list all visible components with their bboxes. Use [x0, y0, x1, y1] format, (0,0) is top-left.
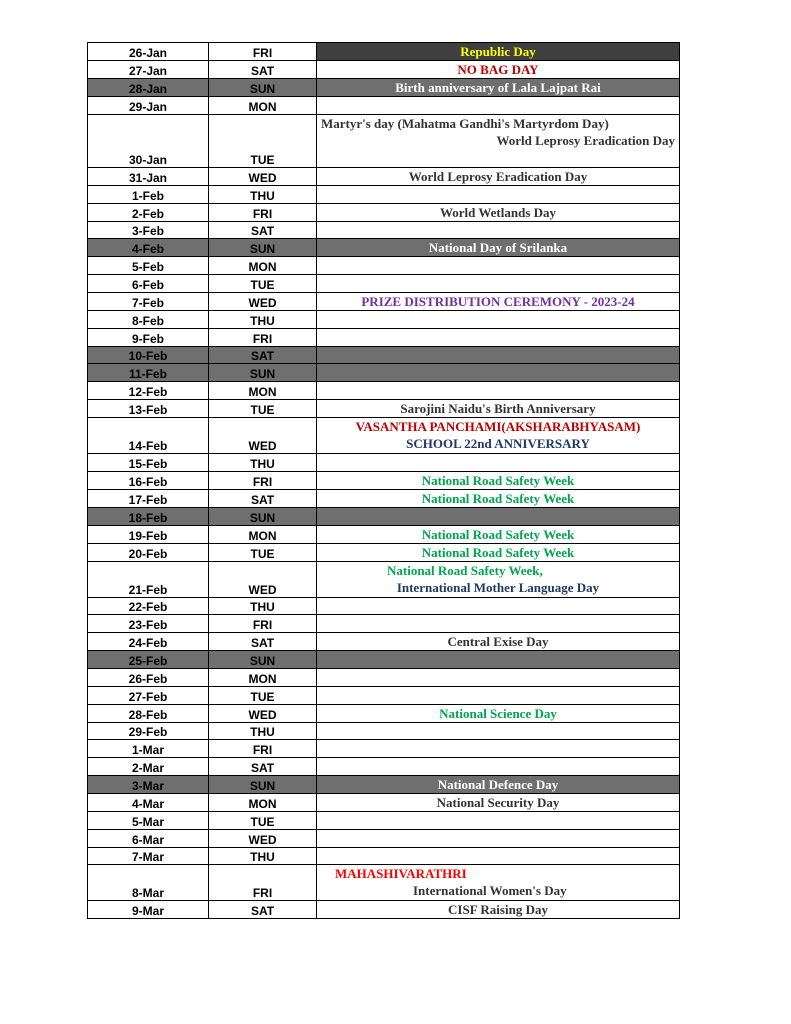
calendar-row	[88, 811, 680, 829]
event-cell	[317, 61, 680, 79]
event-cell	[317, 97, 680, 115]
event-text: Republic Day	[460, 44, 536, 59]
event-text: Martyr's day (Mahatma Gandhi's Martyrdom Day)	[321, 115, 609, 131]
weekday-cell: WED	[209, 417, 317, 453]
weekday-cell: WED	[209, 561, 317, 597]
calendar-row	[88, 793, 680, 811]
calendar-row	[88, 364, 680, 382]
calendar-row	[88, 651, 680, 669]
date-cell: 18-Feb	[88, 507, 209, 525]
calendar-row	[88, 668, 680, 686]
calendar-row	[88, 847, 680, 865]
date-cell: 5-Feb	[88, 257, 209, 275]
event-text: NO BAG DAY	[457, 62, 539, 77]
calendar-row	[88, 829, 680, 847]
weekday-cell: SUN	[209, 79, 317, 97]
event-cell	[317, 829, 680, 847]
event-cell	[317, 185, 680, 203]
date-cell: 10-Feb	[88, 346, 209, 364]
event-text: National Day of Srilanka	[428, 240, 568, 256]
event-cell	[317, 257, 680, 275]
calendar-row	[88, 310, 680, 328]
event-cell	[317, 651, 680, 669]
date-cell: 26-Jan	[88, 43, 209, 61]
event-cell	[317, 346, 680, 364]
weekday-cell: TUE	[209, 811, 317, 829]
event-cell	[317, 507, 680, 525]
date-cell: 8-Feb	[88, 310, 209, 328]
weekday-cell: SAT	[209, 901, 317, 919]
event-cell	[317, 543, 680, 561]
weekday-cell: MON	[209, 525, 317, 543]
calendar-row	[88, 114, 680, 167]
calendar-row	[88, 275, 680, 293]
event-cell	[317, 865, 680, 901]
date-cell: 6-Feb	[88, 275, 209, 293]
weekday-cell: FRI	[209, 43, 317, 61]
event-cell	[317, 775, 680, 793]
event-text: National Science Day	[439, 705, 557, 721]
date-cell: 7-Feb	[88, 292, 209, 310]
weekday-cell: SAT	[209, 489, 317, 507]
weekday-cell: FRI	[209, 471, 317, 489]
weekday-cell: MON	[209, 257, 317, 275]
event-cell	[317, 399, 680, 417]
event-text: World Wetlands Day	[439, 204, 557, 220]
date-cell: 21-Feb	[88, 561, 209, 597]
calendar-row	[88, 740, 680, 758]
date-cell: 29-Jan	[88, 97, 209, 115]
weekday-cell: TUE	[209, 114, 317, 167]
weekday-cell: MON	[209, 97, 317, 115]
event-text: International Women's Day	[413, 883, 567, 899]
event-text: World Leprosy Eradication Day	[496, 132, 675, 148]
event-text: National Defence Day	[437, 776, 559, 792]
calendar-row	[88, 79, 680, 97]
weekday-cell: SAT	[209, 758, 317, 776]
event-cell	[317, 686, 680, 704]
weekday-cell: THU	[209, 185, 317, 203]
date-cell: 1-Feb	[88, 185, 209, 203]
calendar-row	[88, 203, 680, 221]
date-cell: 30-Jan	[88, 114, 209, 167]
event-cell	[317, 740, 680, 758]
calendar-row	[88, 257, 680, 275]
event-cell	[317, 633, 680, 651]
calendar-row	[88, 292, 680, 310]
date-cell: 11-Feb	[88, 364, 209, 382]
event-text: CISF Raising Day	[448, 902, 548, 918]
date-cell: 5-Mar	[88, 811, 209, 829]
date-cell: 26-Feb	[88, 668, 209, 686]
date-cell: 12-Feb	[88, 382, 209, 400]
event-cell	[317, 758, 680, 776]
event-cell	[317, 239, 680, 257]
event-text: National Road Safety Week	[421, 544, 575, 560]
event-cell	[317, 471, 680, 489]
calendar-row	[88, 686, 680, 704]
event-text: Sarojini Naidu's Birth Anniversary	[400, 400, 596, 416]
event-cell	[317, 561, 680, 597]
date-cell: 9-Mar	[88, 901, 209, 919]
weekday-cell: SUN	[209, 775, 317, 793]
calendar-row	[88, 221, 680, 239]
calendar-row	[88, 417, 680, 453]
date-cell: 23-Feb	[88, 615, 209, 633]
calendar-row	[88, 525, 680, 543]
event-cell	[317, 221, 680, 239]
event-text: Central Exise Day	[447, 634, 549, 650]
weekday-cell: SUN	[209, 651, 317, 669]
weekday-cell: FRI	[209, 615, 317, 633]
date-cell: 25-Feb	[88, 651, 209, 669]
weekday-cell: FRI	[209, 203, 317, 221]
event-cell	[317, 668, 680, 686]
date-cell: 4-Feb	[88, 239, 209, 257]
event-cell	[317, 382, 680, 400]
event-text: World Leprosy Eradication Day	[408, 168, 588, 184]
event-cell	[317, 847, 680, 865]
calendar-row	[88, 328, 680, 346]
weekday-cell: THU	[209, 847, 317, 865]
date-cell: 3-Feb	[88, 221, 209, 239]
calendar-row	[88, 43, 680, 61]
calendar-row	[88, 239, 680, 257]
weekday-cell: TUE	[209, 399, 317, 417]
calendar-row	[88, 471, 680, 489]
weekday-cell: WED	[209, 829, 317, 847]
calendar-row	[88, 346, 680, 364]
event-cell	[317, 79, 680, 97]
weekday-cell: TUE	[209, 686, 317, 704]
calendar-row	[88, 97, 680, 115]
date-cell: 3-Mar	[88, 775, 209, 793]
event-cell	[317, 114, 680, 167]
event-cell	[317, 704, 680, 722]
event-cell	[317, 364, 680, 382]
calendar-row	[88, 704, 680, 722]
date-cell: 15-Feb	[88, 453, 209, 471]
weekday-cell: MON	[209, 382, 317, 400]
event-text: MAHASHIVARATHRI	[335, 866, 467, 882]
event-cell	[317, 793, 680, 811]
weekday-cell: THU	[209, 722, 317, 740]
weekday-cell: WED	[209, 292, 317, 310]
weekday-cell: SUN	[209, 239, 317, 257]
event-cell	[317, 811, 680, 829]
weekday-cell: WED	[209, 167, 317, 185]
event-cell	[317, 453, 680, 471]
event-cell	[317, 597, 680, 615]
weekday-cell: WED	[209, 704, 317, 722]
event-cell	[317, 43, 680, 61]
date-cell: 22-Feb	[88, 597, 209, 615]
event-cell	[317, 310, 680, 328]
calendar-row	[88, 758, 680, 776]
date-cell: 27-Feb	[88, 686, 209, 704]
weekday-cell: THU	[209, 310, 317, 328]
weekday-cell: FRI	[209, 865, 317, 901]
event-text: National Road Safety Week	[421, 526, 575, 542]
weekday-cell: SUN	[209, 507, 317, 525]
event-cell	[317, 525, 680, 543]
calendar-row	[88, 865, 680, 901]
date-cell: 28-Jan	[88, 79, 209, 97]
date-cell: 2-Mar	[88, 758, 209, 776]
calendar-row	[88, 185, 680, 203]
date-cell: 31-Jan	[88, 167, 209, 185]
event-cell	[317, 167, 680, 185]
event-text: National Road Safety Week,	[387, 562, 543, 578]
calendar-table	[87, 42, 680, 919]
date-cell: 17-Feb	[88, 489, 209, 507]
event-text: National Security Day	[436, 794, 560, 810]
date-cell: 27-Jan	[88, 61, 209, 79]
date-cell: 7-Mar	[88, 847, 209, 865]
event-cell	[317, 292, 680, 310]
date-cell: 16-Feb	[88, 471, 209, 489]
date-cell: 24-Feb	[88, 633, 209, 651]
date-cell: 2-Feb	[88, 203, 209, 221]
date-cell: 29-Feb	[88, 722, 209, 740]
calendar-row	[88, 507, 680, 525]
weekday-cell: SAT	[209, 346, 317, 364]
event-text: International Mother Language Day	[396, 579, 600, 595]
calendar-row	[88, 61, 680, 79]
date-cell: 13-Feb	[88, 399, 209, 417]
calendar-row	[88, 382, 680, 400]
event-cell	[317, 417, 680, 453]
weekday-cell: SAT	[209, 221, 317, 239]
date-cell: 1-Mar	[88, 740, 209, 758]
event-text: National Road Safety Week	[421, 472, 575, 488]
weekday-cell: THU	[209, 453, 317, 471]
calendar-row	[88, 399, 680, 417]
date-cell: 28-Feb	[88, 704, 209, 722]
calendar-row	[88, 901, 680, 919]
event-cell	[317, 328, 680, 346]
date-cell: 19-Feb	[88, 525, 209, 543]
weekday-cell: FRI	[209, 328, 317, 346]
event-text: National Road Safety Week	[421, 490, 575, 506]
calendar-row	[88, 615, 680, 633]
weekday-cell: SAT	[209, 633, 317, 651]
calendar-row	[88, 489, 680, 507]
calendar-row	[88, 775, 680, 793]
calendar-row	[88, 453, 680, 471]
date-cell: 14-Feb	[88, 417, 209, 453]
event-text: SCHOOL 22nd ANNIVERSARY	[406, 435, 590, 451]
weekday-cell: SUN	[209, 364, 317, 382]
calendar-row	[88, 722, 680, 740]
date-cell: 9-Feb	[88, 328, 209, 346]
date-cell: 20-Feb	[88, 543, 209, 561]
event-cell	[317, 722, 680, 740]
event-cell	[317, 203, 680, 221]
event-cell	[317, 275, 680, 293]
event-cell	[317, 901, 680, 919]
event-text: PRIZE DISTRIBUTION CEREMONY - 2023-24	[361, 293, 635, 309]
date-cell: 4-Mar	[88, 793, 209, 811]
weekday-cell: MON	[209, 668, 317, 686]
event-text: Birth anniversary of Lala Lajpat Rai	[395, 80, 601, 95]
weekday-cell: TUE	[209, 275, 317, 293]
weekday-cell: THU	[209, 597, 317, 615]
event-cell	[317, 615, 680, 633]
calendar-row	[88, 561, 680, 597]
calendar-row	[88, 633, 680, 651]
event-text: VASANTHA PANCHAMI(AKSHARABHYASAM)	[355, 418, 641, 434]
event-cell	[317, 489, 680, 507]
calendar-row	[88, 167, 680, 185]
weekday-cell: FRI	[209, 740, 317, 758]
date-cell: 6-Mar	[88, 829, 209, 847]
calendar-row	[88, 597, 680, 615]
calendar-body	[88, 43, 680, 919]
weekday-cell: MON	[209, 793, 317, 811]
weekday-cell: TUE	[209, 543, 317, 561]
calendar-row	[88, 543, 680, 561]
weekday-cell: SAT	[209, 61, 317, 79]
date-cell: 8-Mar	[88, 865, 209, 901]
